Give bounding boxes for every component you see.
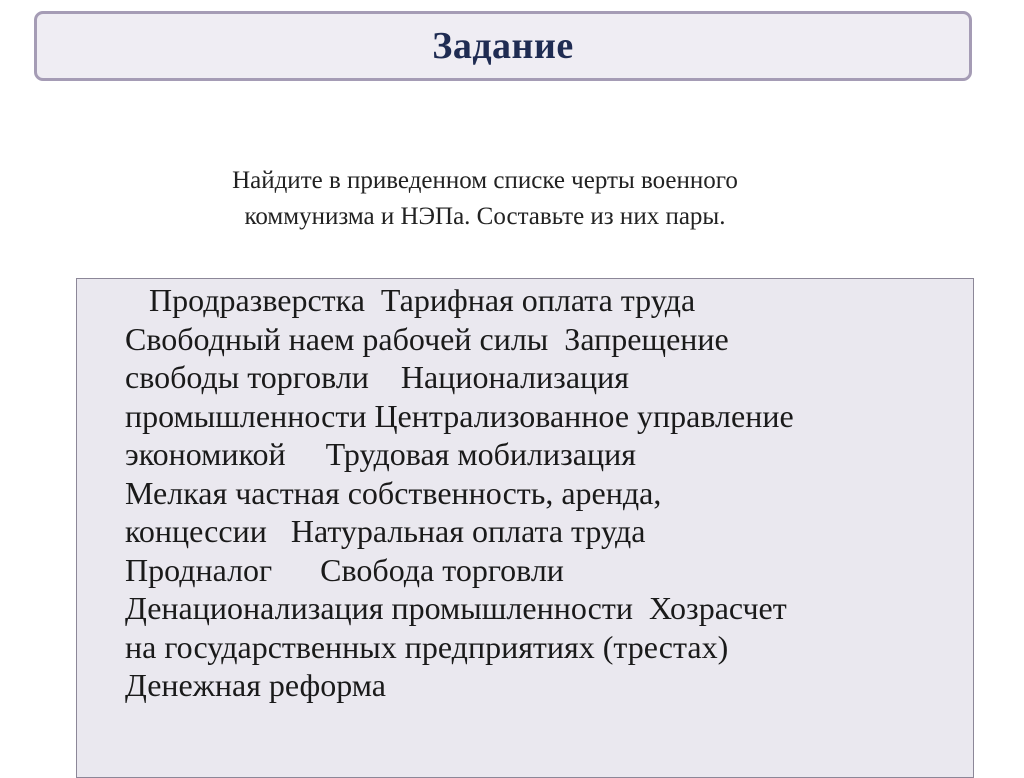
title-banner — [34, 11, 972, 81]
terms-list-box — [76, 278, 974, 778]
instruction-line-1: Найдите в приведенном списке черты военного — [232, 167, 738, 194]
terms-line: Денежная реформа — [125, 667, 386, 703]
terms-line: экономикой Трудовая мобилизация — [125, 436, 636, 472]
terms-line: свободы торговли Национализация — [125, 359, 629, 395]
terms-line: Продразверстка Тарифная оплата труда — [125, 282, 696, 318]
terms-line: промышленности Централизованное управление — [125, 397, 794, 434]
terms-line: на государственных предприятиях (трестах) — [125, 628, 729, 665]
slide-title: Задание — [432, 25, 574, 67]
terms-line: Денационализация промышленности Хозрасчет — [125, 590, 787, 626]
task-instruction — [130, 163, 840, 235]
terms-line: Мелкая частная собственность, аренда, — [125, 474, 662, 511]
terms-line: Свободный наем рабочей силы Запрещение — [125, 320, 729, 357]
terms-list — [125, 281, 965, 705]
terms-line: Продналог Свобода торговли — [125, 551, 564, 588]
instruction-line-2: коммунизма и НЭПа. Составьте из них пары. — [244, 203, 726, 230]
terms-line: концессии Натуральная оплата труда — [125, 513, 646, 549]
